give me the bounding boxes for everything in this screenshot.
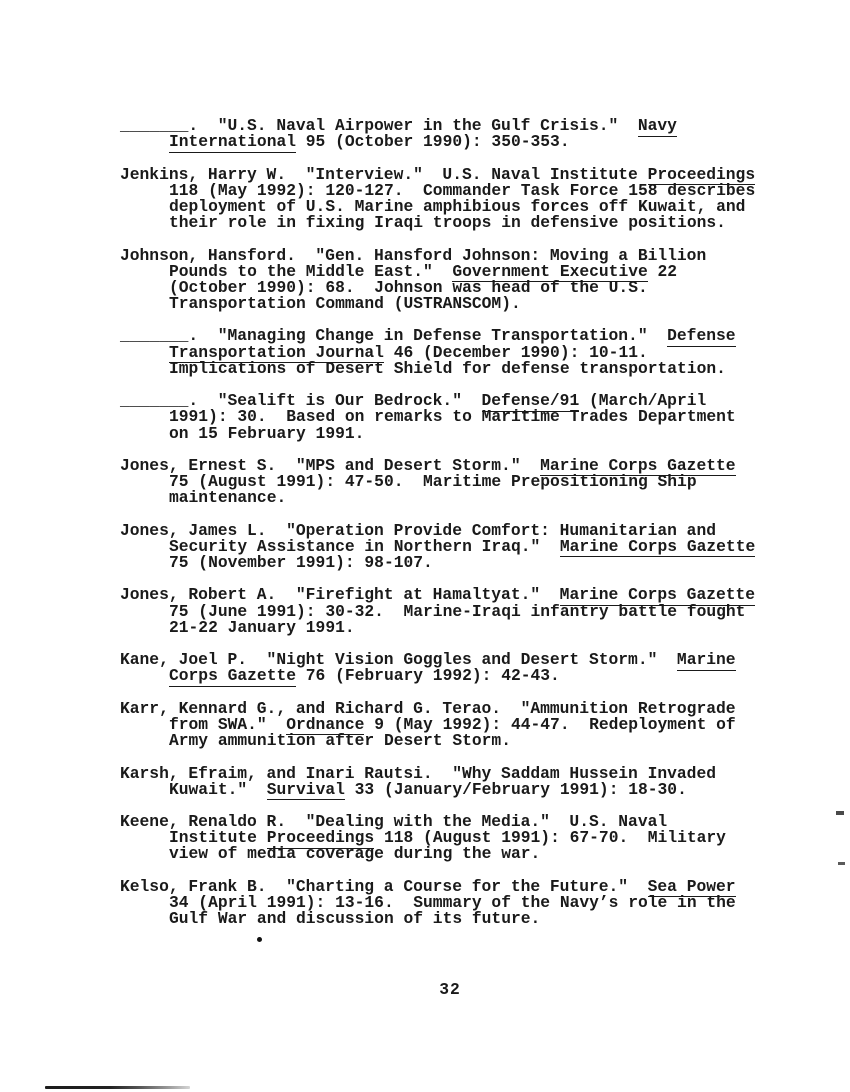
scan-artifact-dash-1: [836, 811, 844, 815]
journal-title-underlined: Ordnance: [286, 714, 365, 734]
bib-text: Karsh, Efraim, and Inari Rautsi. "Why Saddam Hussein Invaded: [120, 763, 716, 783]
bib-text: 46 (December 1990): 10-11.: [383, 342, 648, 362]
journal-title-underlined: Marine: [676, 650, 736, 670]
bib-entry: [120, 763, 780, 799]
bib-text: 118 (May 1992): 120-127. Commander Task Force 158 describes: [169, 180, 756, 200]
bib-line: [120, 134, 780, 150]
bib-text: Institute: [169, 828, 267, 848]
bib-text: (March/April: [579, 391, 707, 411]
journal-title-underlined: Proceedings: [266, 828, 375, 848]
bib-text: 118 (August 1991): 67-70. Military: [374, 828, 726, 848]
bibliography: [120, 118, 780, 944]
journal-title-underlined: Government Executive: [452, 261, 648, 281]
bib-entry: [120, 245, 780, 314]
journal-title-underlined: Defense/91: [481, 391, 580, 411]
bib-entry: [120, 520, 780, 573]
bib-text: Pounds to the Middle East.": [169, 261, 453, 281]
bib-line: [120, 779, 780, 799]
bib-text: 76 (February 1992): 42-43.: [296, 666, 560, 686]
bib-entry: [120, 652, 780, 684]
bib-text: Keene, Renaldo R. "Dealing with the Media." U.S. Naval: [120, 812, 668, 832]
bib-line: [120, 555, 780, 571]
scan-artifact-bottom-line: [45, 1086, 190, 1089]
bib-text: their role in fixing Iraqi troops in defensive positions.: [169, 213, 726, 233]
bib-line: [120, 423, 780, 443]
bib-text: Kane, Joel P. "Night Vision Goggles and Desert Storm.": [120, 650, 677, 670]
bib-line: [120, 215, 780, 231]
bib-text: Kuwait.": [169, 779, 267, 799]
bib-entry: [120, 876, 780, 929]
bib-entry: [120, 698, 780, 751]
bib-text: Gulf War and discussion of its future.: [169, 909, 541, 929]
bib-text: on 15 February 1991.: [169, 423, 365, 443]
bib-text: Jenkins, Harry W. "Interview." U.S. Naval Institute: [120, 164, 648, 184]
journal-title-underlined: Transportation Journal: [169, 342, 384, 362]
bib-text: Jones, Ernest S. "MPS and Desert Storm.": [120, 455, 541, 475]
journal-title-underlined: Navy: [637, 116, 677, 135]
bib-text: 34 (April 1991): 13-16. Summary of the Navy’s role in the: [169, 893, 736, 912]
ink-speck-artifact: [257, 937, 262, 942]
journal-title-underlined: Marine Corps Gazette: [540, 455, 736, 475]
bib-text: deployment of U.S. Marine amphibious forces off Kuwait, and: [169, 196, 746, 216]
bib-text: _______. "Sealift is Our Bedrock.": [120, 391, 482, 411]
bib-text: Security Assistance in Northern Iraq.": [169, 536, 560, 556]
bib-text: (October 1990): 68. Johnson was head of the U.S.: [169, 277, 648, 297]
bib-text: _______. "Managing Change in Defense Transportation.": [120, 326, 668, 346]
bib-text: Implications of Desert Shield for defense transportation.: [169, 358, 726, 378]
bib-text: Army ammunition after Desert Storm.: [169, 731, 511, 751]
bib-text: Kelso, Frank B. "Charting a Course for the Future.": [120, 876, 648, 896]
bib-text: Karr, Kennard G., and Richard G. Terao. "Ammunition Retrograde: [120, 698, 736, 718]
bib-line: [120, 846, 780, 862]
bib-text: from SWA.": [169, 714, 287, 734]
bib-text: 75 (November 1991): 98-107.: [169, 553, 433, 573]
scan-artifact-dash-2: [838, 862, 845, 865]
bib-text: 9 (May 1992): 44-47. Redeployment of: [364, 714, 736, 734]
bib-entry: [120, 118, 780, 150]
bib-text: Jones, James L. "Operation Provide Comfort: Humanitarian and: [120, 520, 716, 540]
bib-line: [120, 733, 780, 749]
bib-text: 21-22 January 1991.: [169, 617, 355, 637]
bib-entry: [120, 328, 780, 377]
journal-title-underlined: Sea Power: [647, 876, 736, 896]
journal-title-underlined: Defense: [667, 326, 736, 346]
journal-title-underlined: International: [169, 132, 297, 152]
journal-title-underlined: Proceedings: [647, 164, 756, 184]
bib-line: [120, 358, 780, 378]
bib-text: 75 (August 1991): 47-50. Maritime Prepositioning Ship: [169, 472, 697, 492]
bib-text: 33 (January/February 1991): 18-30.: [344, 779, 687, 799]
page-number: 32: [439, 980, 461, 999]
bib-entry: [120, 814, 780, 863]
bib-text: Transportation Command (USTRANSCOM).: [169, 294, 521, 314]
bib-entry: [120, 587, 780, 636]
bib-line: [120, 668, 780, 684]
bib-line: [120, 911, 780, 927]
bib-line: [120, 490, 780, 506]
journal-title-underlined: Marine Corps Gazette: [559, 585, 756, 605]
bib-entry: [120, 393, 780, 442]
bib-line: [120, 296, 780, 312]
bib-text: Johnson, Hansford. "Gen. Hansford Johnson: Moving a Billion: [120, 245, 707, 265]
bib-text: 22: [647, 261, 678, 281]
journal-title-underlined: Corps Gazette: [169, 666, 297, 686]
bib-text: 1991): 30. Based on remarks to Maritime Trades Department: [169, 407, 736, 427]
journal-title-underlined: Survival: [266, 779, 345, 799]
bib-text: Jones, Robert A. "Firefight at Hamaltyat.": [120, 585, 560, 605]
bib-text: 95 (October 1990): 350-353.: [296, 132, 570, 152]
bib-text: _______. "U.S. Naval Airpower in the Gulf Crisis.": [120, 116, 638, 135]
bib-entry: [120, 164, 780, 233]
journal-title-underlined: Marine Corps Gazette: [559, 536, 756, 556]
bib-line: [120, 617, 780, 637]
bib-entry: [120, 455, 780, 508]
bib-text: maintenance.: [169, 488, 287, 508]
bib-text: view of media coverage during the war.: [169, 844, 541, 864]
bib-text: 75 (June 1991): 30-32. Marine-Iraqi infantry battle fought: [169, 601, 746, 621]
